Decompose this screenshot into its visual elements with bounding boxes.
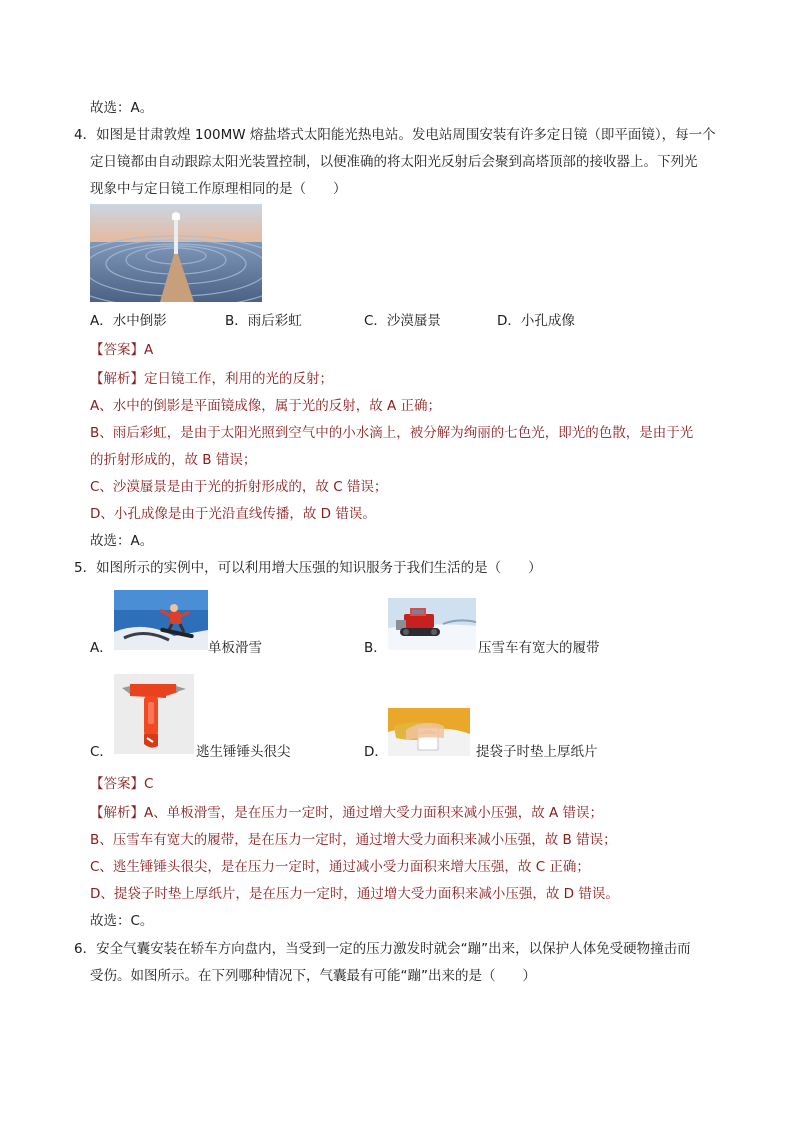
q5-option-c-letter: C．	[90, 744, 113, 760]
q4-option-d: D．小孔成像	[497, 313, 575, 329]
q4-analysis-line3: B、雨后彩虹，是由于太阳光照到空气中的小水滴上，被分解为绚丽的七色光，即光的色散，是由于光	[90, 425, 694, 441]
q4-option-c: C．沙漠蜃景	[364, 313, 441, 329]
q5-option-c-text: 逃生锤锤头很尖	[196, 744, 291, 760]
analysis-text: A、单板滑雪，是在压力一定时，通过增大受力面积来减小压强，故 A 错误；	[144, 805, 604, 821]
q4-analysis-line6: D、小孔成像是由于光沿直线传播，故 D 错误。	[90, 506, 376, 522]
q4-stem-line1: 4．如图是甘肃敦煌 100MW 熔盐塔式太阳能光热电站。发电站周围安装有许多定日镜（即平面镜），每一个	[74, 127, 716, 143]
snowboarding-photo	[114, 590, 208, 650]
answer-label: 【答案】	[90, 776, 144, 792]
q5-analysis-line1	[90, 803, 603, 823]
q5-option-b-letter: B．	[364, 640, 387, 656]
snowcat-photo	[388, 598, 476, 650]
q6-stem-line2: 受伤。如图所示。在下列哪种情况下，气囊最有可能“蹦”出来的是（ ）	[90, 968, 536, 984]
answer-value: A	[144, 342, 154, 358]
q5-option-d-letter: D．	[364, 744, 388, 760]
q5-option-d-text: 提袋子时垫上厚纸片	[476, 744, 598, 760]
q5-option-b-text: 压雪车有宽大的履带	[478, 640, 600, 656]
q4-analysis-line4: 的折射形成的，故 B 错误；	[90, 452, 257, 468]
q5-conclusion: 故选：C。	[90, 913, 154, 929]
answer-value: C	[144, 776, 154, 792]
q4-option-b: B．雨后彩虹	[225, 313, 302, 329]
q4-option-a: A．水中倒影	[90, 313, 167, 329]
q5-analysis-line3: C、逃生锤锤头很尖，是在压力一定时，通过减小受力面积来增大压强，故 C 正确；	[90, 859, 590, 875]
analysis-label: 【解析】	[90, 371, 144, 387]
q5-analysis-line2: B、压雪车有宽大的履带，是在压力一定时，通过增大受力面积来减小压强，故 B 错误；	[90, 832, 617, 848]
q6-stem-line1: 6．安全气囊安装在轿车方向盘内，当受到一定的压力激发时就会“蹦”出来，以保护人体免受硬物撞击而	[74, 941, 691, 957]
q5-answer	[90, 774, 153, 794]
q3-conclusion: 故选：A。	[90, 100, 154, 116]
q5-analysis-line4: D、提袋子时垫上厚纸片，是在压力一定时，通过增大受力面积来减小压强，故 D 错误。	[90, 886, 619, 902]
q4-stem-line2: 定日镜都由自动跟踪太阳光装置控制，以便准确的将太阳光反射后会聚到高塔顶部的接收器上。下列光	[90, 154, 698, 170]
analysis-label: 【解析】	[90, 805, 144, 821]
q4-conclusion: 故选：A。	[90, 533, 154, 549]
safety-hammer-photo	[114, 674, 194, 754]
q4-analysis-line1	[90, 369, 333, 389]
q5-stem: 5．如图所示的实例中，可以利用增大压强的知识服务于我们生活的是（ ）	[74, 560, 542, 576]
q5-option-a-text: 单板滑雪	[208, 640, 262, 656]
q4-analysis-line5: C、沙漠蜃景是由于光的折射形成的，故 C 错误；	[90, 479, 388, 495]
bag-paper-photo	[388, 708, 470, 756]
q5-option-a-letter: A．	[90, 640, 113, 656]
solar-tower-photo	[90, 204, 262, 302]
q4-analysis-line2: A、水中的倒影是平面镜成像，属于光的反射，故 A 正确；	[90, 398, 442, 414]
q4-stem-line3: 现象中与定日镜工作原理相同的是（ ）	[90, 181, 347, 197]
answer-label: 【答案】	[90, 342, 144, 358]
analysis-text: 定日镜工作，利用的光的反射；	[144, 371, 333, 387]
q4-answer	[90, 340, 153, 360]
